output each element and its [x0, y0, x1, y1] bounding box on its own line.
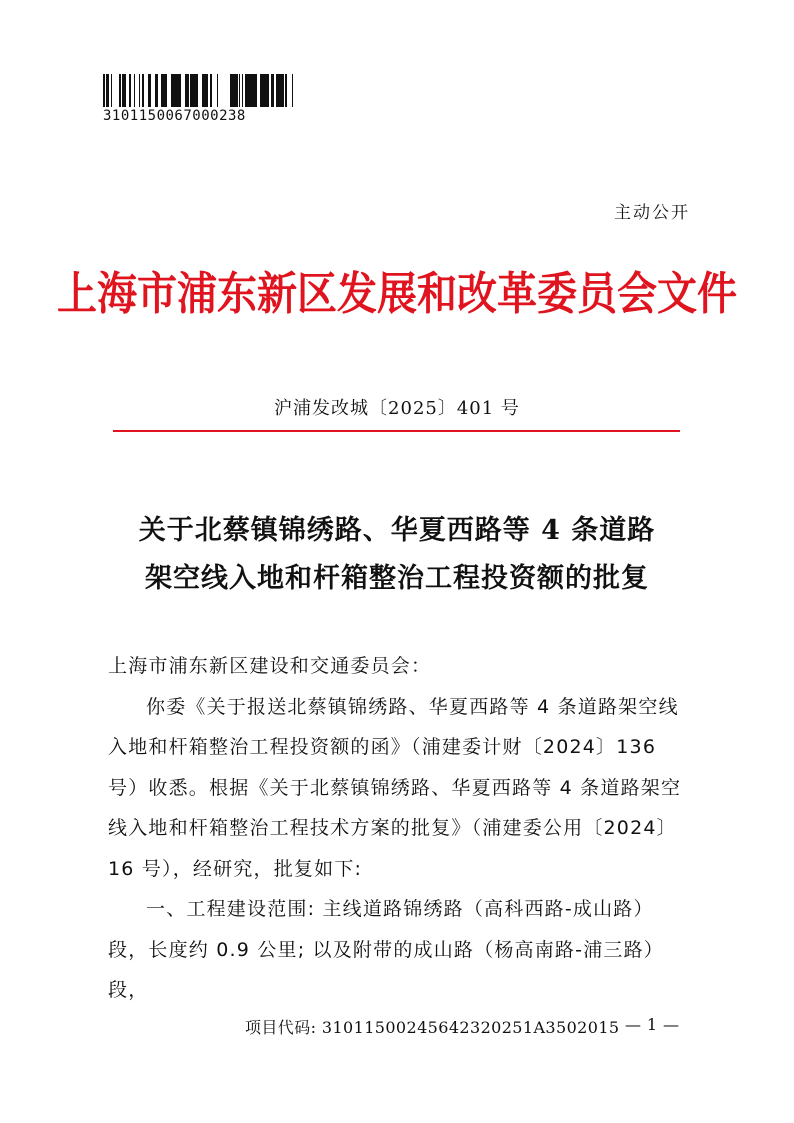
barcode-block [103, 74, 298, 124]
barcode-number: 3101150067000238 [103, 108, 246, 124]
title-line-2: 架空线入地和杆箱整治工程投资额的批复 [145, 563, 649, 594]
document-title [0, 507, 794, 603]
title-line-1: 关于北蔡镇锦绣路、华夏西路等 4 条道路 [138, 515, 656, 546]
document-body [108, 646, 694, 1011]
disclosure-label: 主动公开 [614, 203, 690, 223]
page-number: — 1 — [625, 1015, 680, 1034]
body-paragraph-2: 一、工程建设范围: 主线道路锦绣路（高科西路-成山路）段，长度约 0.9 公里; 以及附带的成山路（杨高南路-浦三路）段， [108, 898, 664, 1001]
document-number: 沪浦发改城〔2025〕401 号 [274, 398, 520, 419]
barcode-image [103, 74, 293, 107]
red-divider [113, 430, 680, 432]
issuer-header: 上海市浦东新区发展和改革委员会文件 [57, 267, 737, 321]
body-paragraph-1: 你委《关于报送北蔡镇锦绣路、华夏西路等 4 条道路架空线入地和杆箱整治工程投资额的函》（浦建委计财〔2024〕136 号）收悉。根据《关于北蔡镇锦绣路、华夏西路等 4 条道路架空线入地和杆箱整治工程技术方案的批复》（浦建委公用〔2024〕16 号），经研究，批复如下: [108, 695, 682, 880]
addressee: 上海市浦东新区建设和交通委员会： [108, 655, 432, 677]
project-code: 项目代码: 31011500245642320251A3502015 [245, 1018, 620, 1037]
